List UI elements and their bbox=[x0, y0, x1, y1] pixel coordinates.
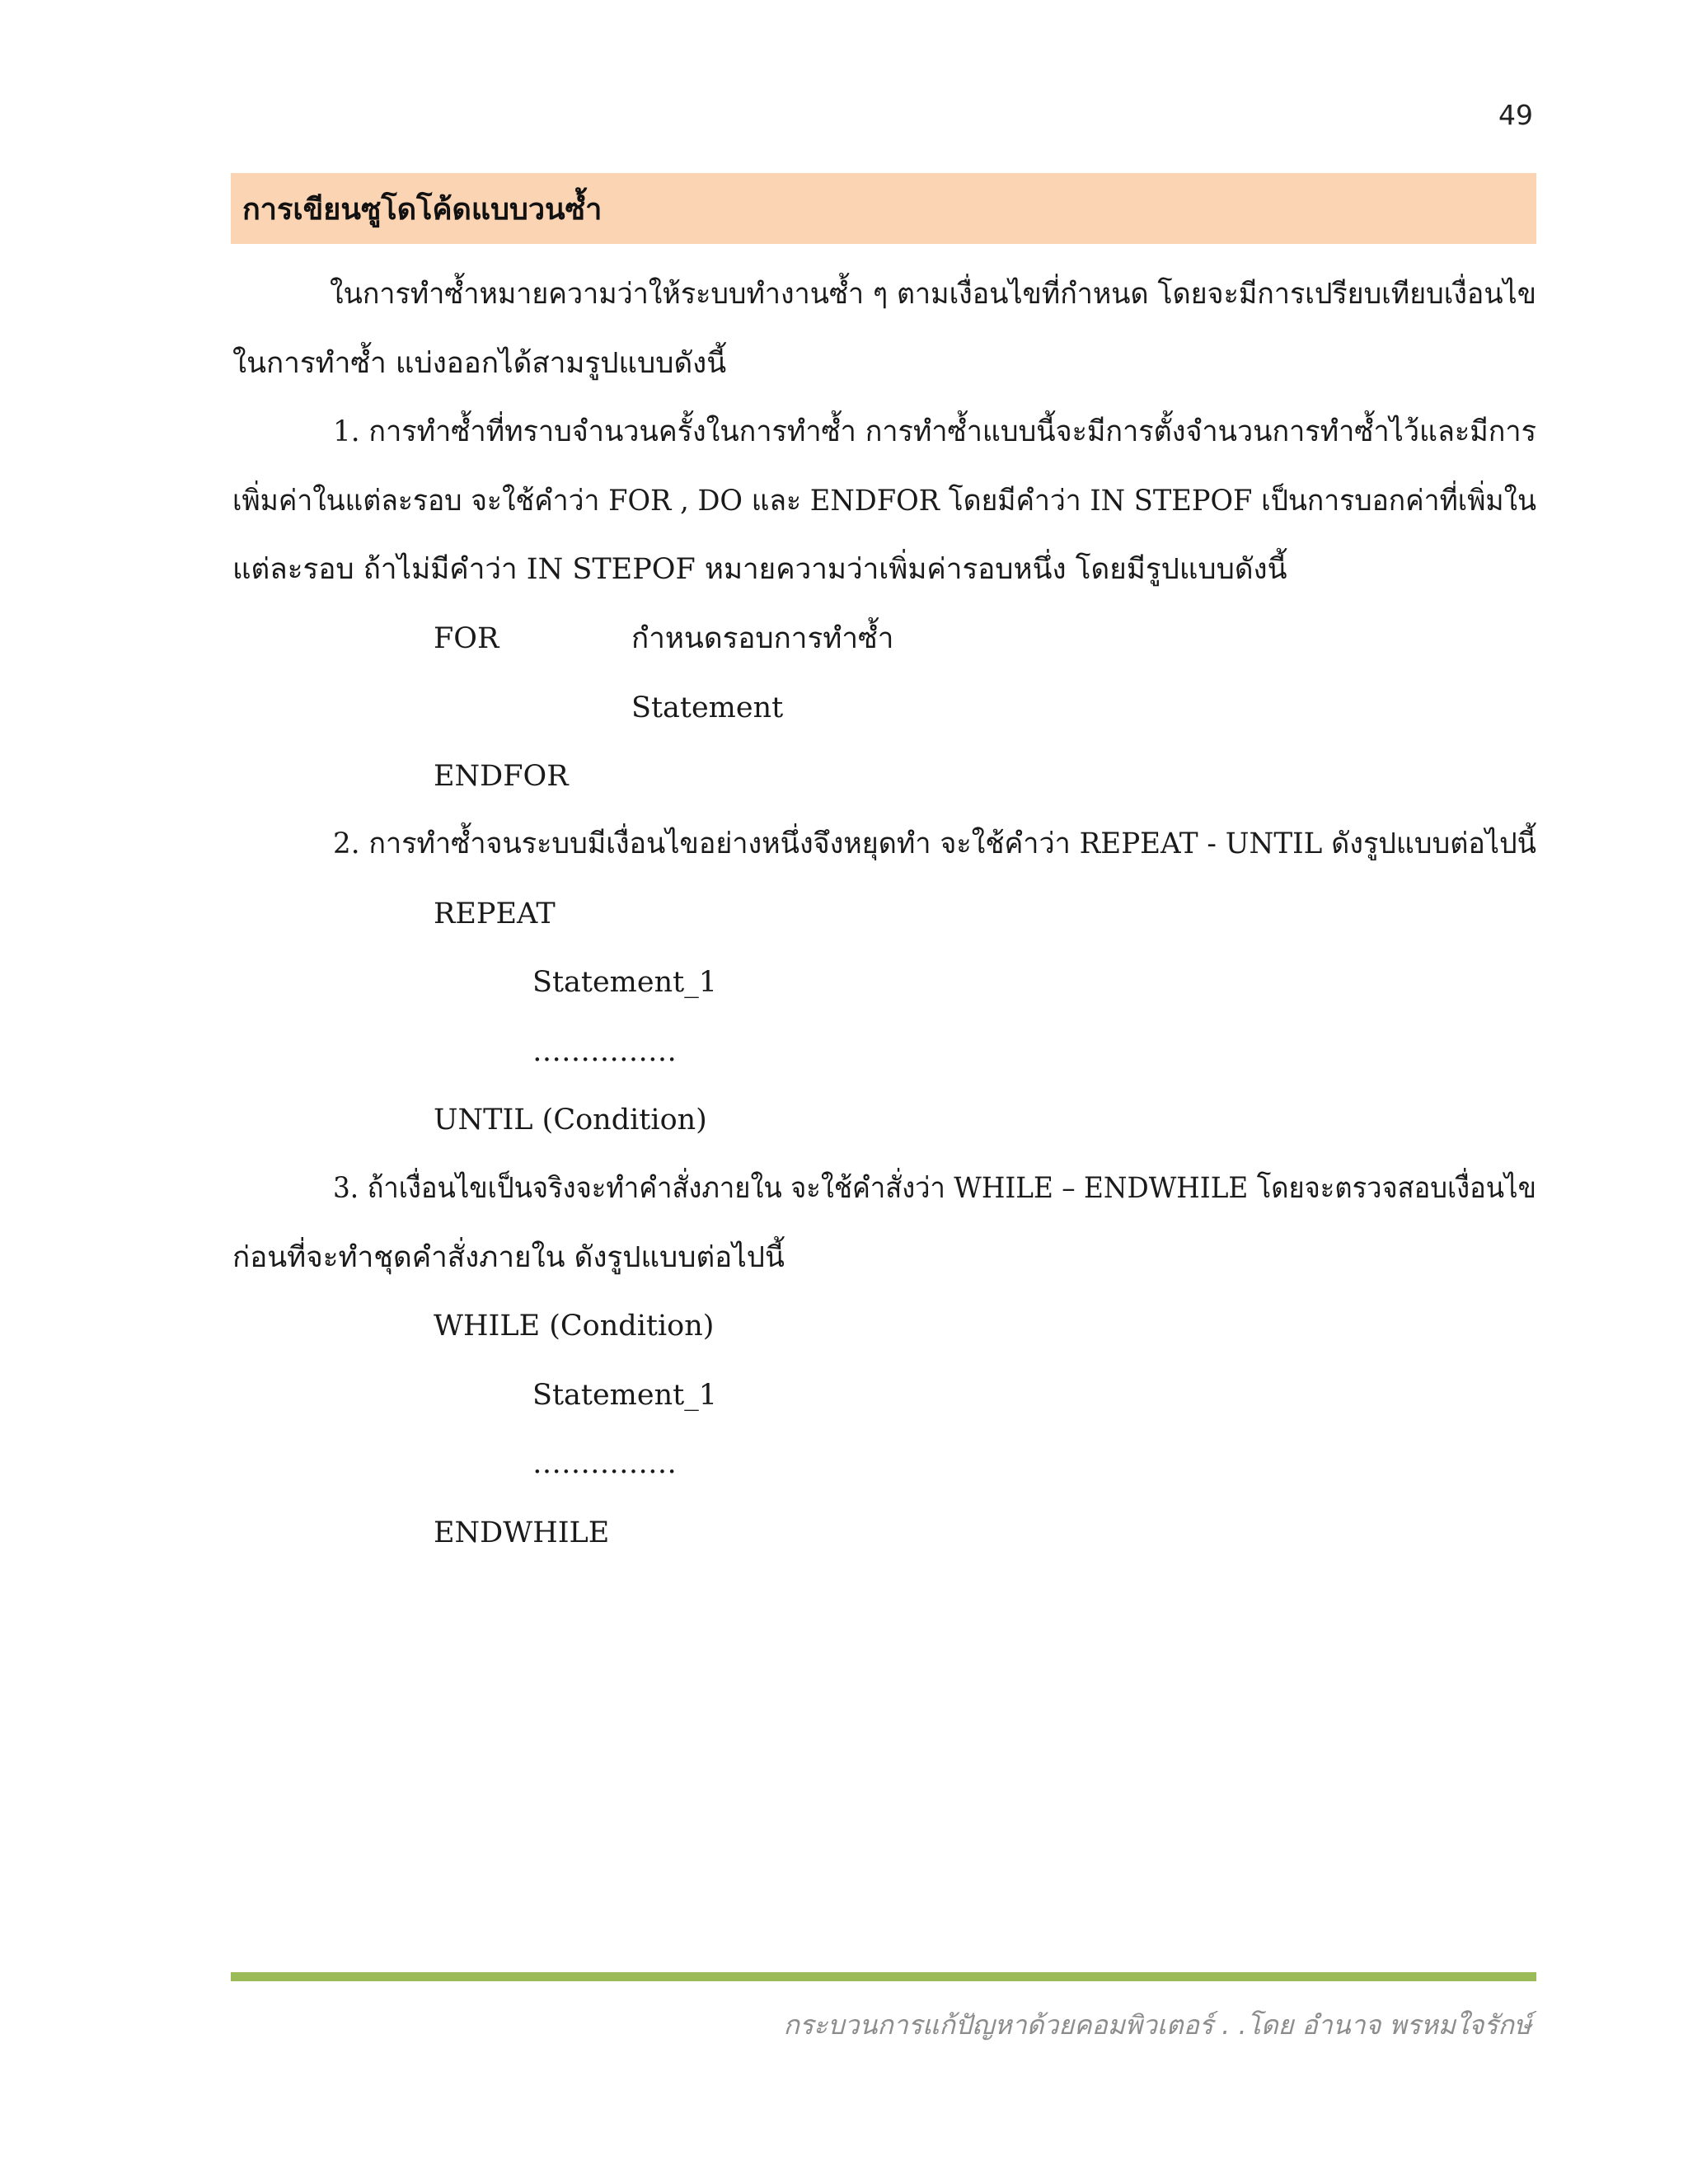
item-1-line-3: แต่ละรอบ ถ้าไม่มีคำว่า IN STEPOF หมายความว่าเพิ่มค่ารอบหนึ่ง โดยมีรูปแบบดังนี้ bbox=[232, 553, 1287, 586]
item-1-line-1: 1. การทำซ้ำที่ทราบจำนวนครั้งในการทำซ้ำ การทำซ้ำแบบนี้จะมีการตั้งจำนวนการทำซ้ำไว้และมีการ bbox=[333, 415, 1536, 448]
footer-text: กระบวนการแก้ปัญหาด้วยคอมพิวเตอร์ . .โดย อำนาจ พรหมใจรักษ์ bbox=[783, 2009, 1531, 2041]
for-comment: กำหนดรอบการทำซ้ำ bbox=[631, 622, 894, 655]
until-keyword: UNTIL (Condition) bbox=[434, 1104, 707, 1137]
endfor-keyword: ENDFOR bbox=[434, 760, 569, 793]
section-title: การเขียนซูโดโค้ดแบบวนซ้ำ bbox=[242, 191, 603, 227]
repeat-keyword: REPEAT bbox=[434, 898, 556, 930]
footer-divider bbox=[231, 1972, 1536, 1981]
intro-line-1: ในการทำซ้ำหมายความว่าให้ระบบทำงานซ้ำ ๆ ตามเงื่อนไขที่กำหนด โดยจะมีการเปรียบเทียบเงื่อนไข bbox=[330, 278, 1536, 311]
while-keyword: WHILE (Condition) bbox=[434, 1310, 715, 1343]
repeat-ellipsis: …………… bbox=[532, 1035, 677, 1068]
page-number: 49 bbox=[1498, 99, 1533, 131]
item-3-line-1: 3. ถ้าเงื่อนไขเป็นจริงจะทำคำสั่งภายใน จะใช้คำสั่งว่า WHILE – ENDWHILE โดยจะตรวจสอบเงื่อนไข bbox=[333, 1172, 1536, 1205]
endwhile-keyword: ENDWHILE bbox=[434, 1516, 610, 1549]
section-header bbox=[231, 173, 1536, 244]
while-ellipsis: …………… bbox=[532, 1447, 677, 1480]
repeat-statement: Statement_1 bbox=[532, 966, 717, 999]
intro-line-2: ในการทำซ้ำ แบ่งออกได้สามรูปแบบดังนี้ bbox=[232, 347, 727, 380]
item-3-line-2: ก่อนที่จะทำชุดคำสั่งภายใน ดังรูปแบบต่อไปนี้ bbox=[232, 1241, 785, 1274]
item-2-line-1: 2. การทำซ้ำจนระบบมีเงื่อนไขอย่างหนึ่งจึงหยุดทำ จะใช้คำว่า REPEAT - UNTIL ดังรูปแบบต่อไปนี้ bbox=[333, 827, 1536, 860]
item-1-line-2: เพิ่มค่าในแต่ละรอบ จะใช้คำว่า FOR , DO และ ENDFOR โดยมีคำว่า IN STEPOF เป็นการบอกค่าที่เพิ่มใน bbox=[232, 485, 1537, 518]
for-keyword: FOR bbox=[434, 622, 499, 655]
for-statement: Statement bbox=[631, 691, 784, 724]
while-statement: Statement_1 bbox=[532, 1379, 717, 1412]
